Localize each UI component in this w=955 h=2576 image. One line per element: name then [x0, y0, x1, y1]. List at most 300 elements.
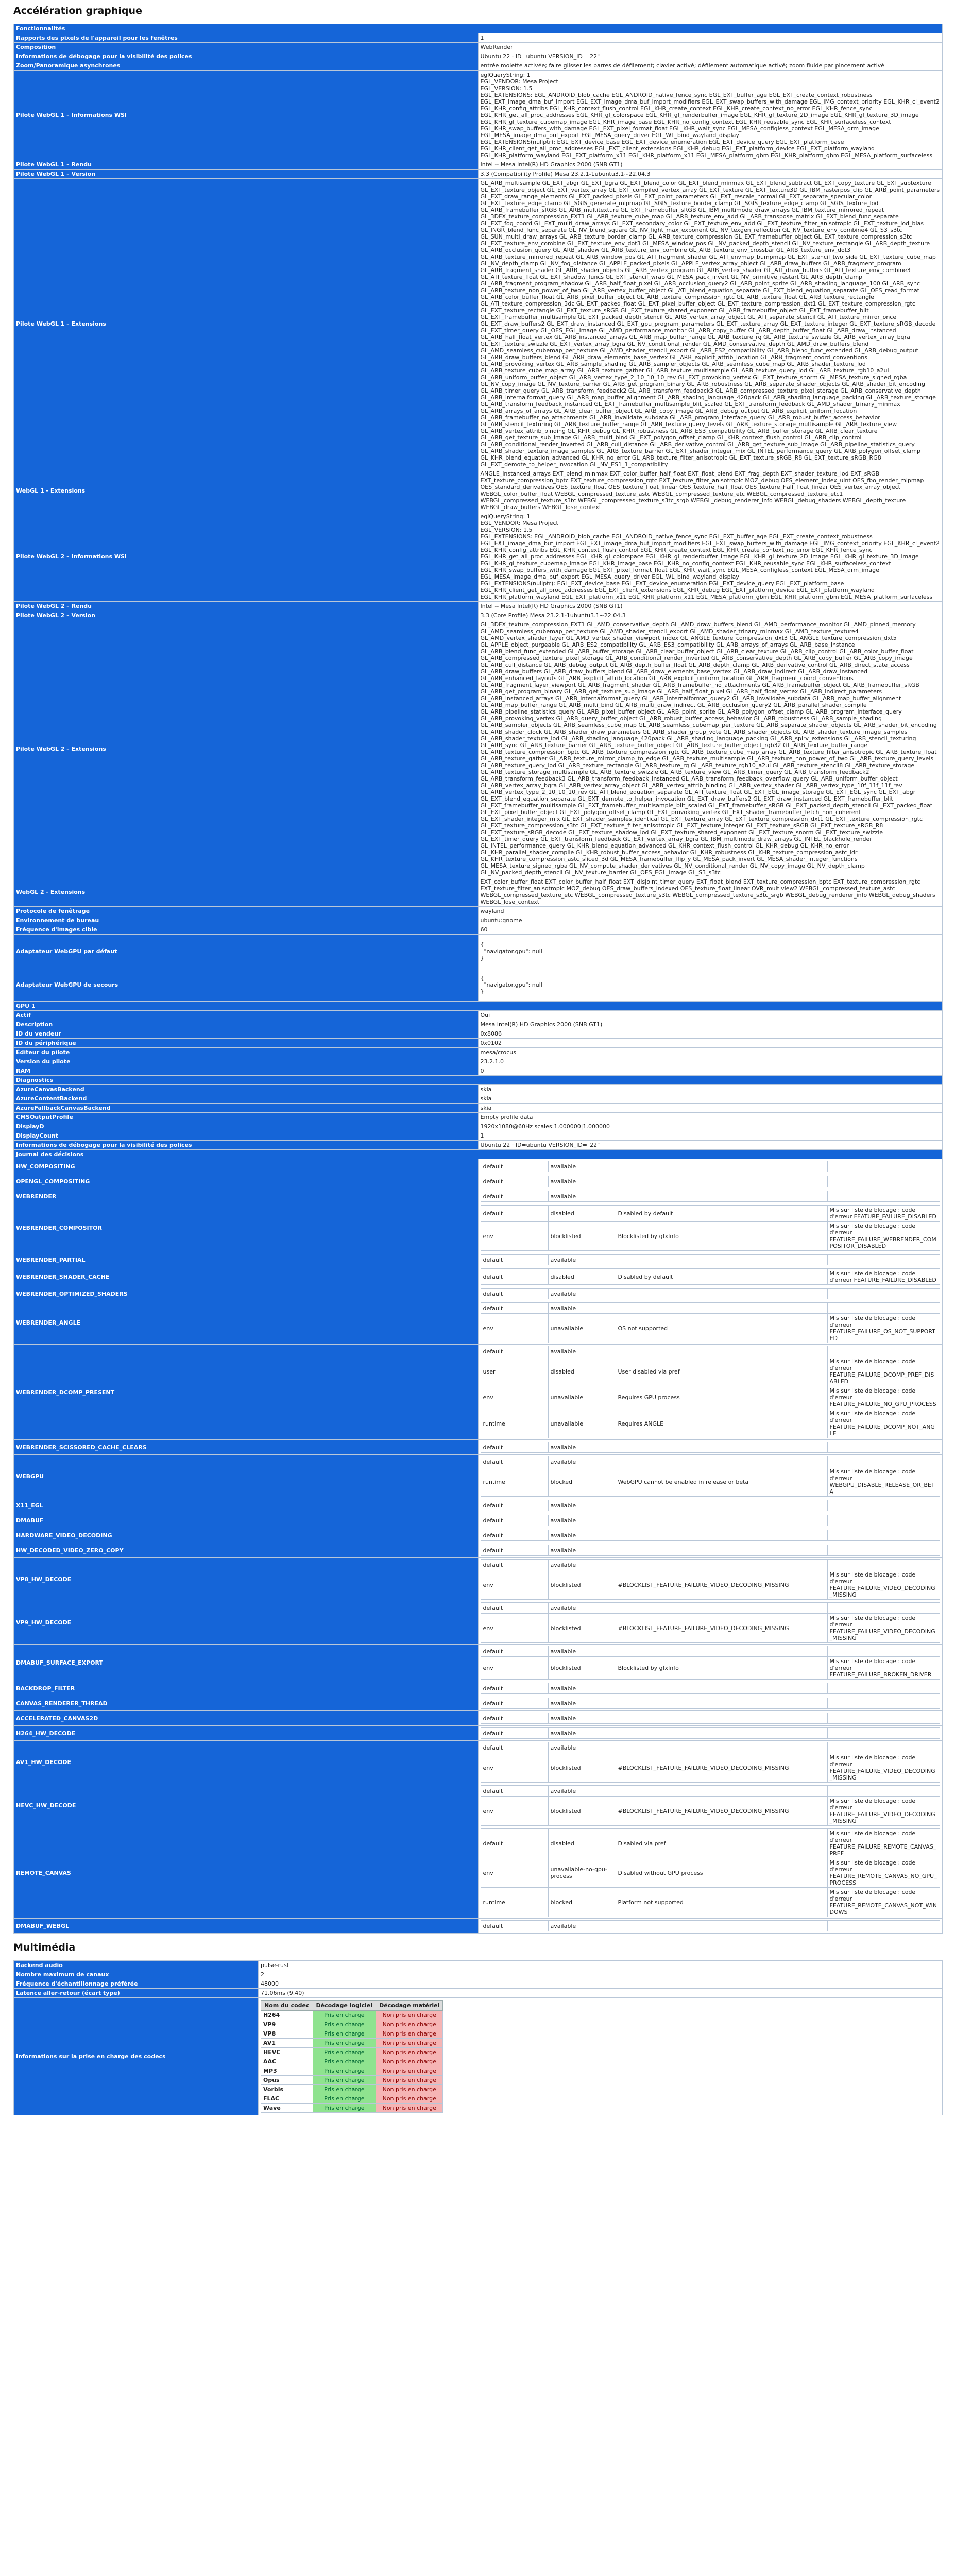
decision-flag-line: [481, 1713, 940, 1724]
decision-flags-table: [481, 1191, 941, 1202]
webgl1-wext-label: WebGL 1 - Extensions: [14, 469, 479, 512]
diagnostic-value: 1920x1080@60Hz scales:1.000000|1.000000: [478, 1122, 943, 1131]
decision-detail: [478, 1784, 943, 1827]
gpu-key: Description: [14, 1020, 479, 1029]
decision-flag-cell: [827, 1191, 940, 1202]
decision-flag-cell: Mis sur liste de blocage : code d'erreur FEATURE_FAILURE_VIDEO_DECODING_MISSING: [827, 1753, 940, 1783]
decision-flag-cell: default: [481, 1176, 548, 1187]
codec-row: [261, 2094, 443, 2104]
codec-row: [261, 2104, 443, 2113]
decision-flag-cell: Mis sur liste de blocage : code d'erreur FEATURE_FAILURE_OS_NOT_SUPPORTED: [827, 1314, 940, 1343]
decision-flag-cell: [616, 1646, 827, 1657]
decision-flag-cell: blocklisted: [548, 1614, 616, 1643]
feature-value: Ubuntu 22 · ID=ubuntu VERSION_ID="22": [478, 52, 943, 61]
decision-detail: [478, 1601, 943, 1645]
diagnostic-key: AzureContentBackend: [14, 1094, 479, 1104]
diagnostic-key: DisplayCount: [14, 1131, 479, 1141]
decision-flag-cell: [616, 1176, 827, 1187]
decision-flag-cell: Disabled by default: [616, 1269, 827, 1285]
decision-flag-line: [481, 1314, 940, 1343]
decision-flag-cell: default: [481, 1742, 548, 1753]
decision-flag-cell: available: [548, 1646, 616, 1657]
feature-key: Rapports des pixels de l'appareil pour les fenêtres: [14, 33, 479, 43]
decision-name: HW_DECODED_VIDEO_ZERO_COPY: [14, 1543, 479, 1558]
decision-flag-cell: default: [481, 1921, 548, 1931]
codec-sw-decode: Pris en charge: [313, 2085, 376, 2094]
env-key: Fréquence d'images cible: [14, 925, 479, 935]
decision-row: [14, 1440, 943, 1455]
codec-sw-decode: Pris en charge: [313, 2048, 376, 2057]
diagnostic-value: skia: [478, 1104, 943, 1113]
decision-flag-cell: [827, 1530, 940, 1541]
decision-flag-cell: available: [548, 1921, 616, 1931]
decision-row: [14, 1345, 943, 1440]
decision-flag-cell: Mis sur liste de blocage : code d'erreur FEATURE_FAILURE_DISABLED: [827, 1269, 940, 1285]
codec-sw-decode: Pris en charge: [313, 2020, 376, 2029]
diagnostic-row: [14, 1122, 943, 1131]
decision-flag-cell: [616, 1161, 827, 1172]
diagnostic-row: [14, 1113, 943, 1122]
codec-name: MP3: [261, 2066, 313, 2076]
decision-flag-cell: #BLOCKLIST_FEATURE_FAILURE_VIDEO_DECODING_MISSING: [616, 1753, 827, 1783]
decision-name: WEBRENDER_OPTIMIZED_SHADERS: [14, 1286, 479, 1301]
codec-row: [261, 2020, 443, 2029]
decision-flag-cell: available: [548, 1442, 616, 1453]
decision-detail: [478, 1455, 943, 1498]
decision-row: [14, 1498, 943, 1513]
gpu-row: [14, 1048, 943, 1057]
env-value: 60: [478, 925, 943, 935]
gpu-value: mesa/crocus: [478, 1048, 943, 1057]
decision-flag-cell: Requires GPU process: [616, 1386, 827, 1409]
features-table: [13, 24, 943, 1934]
decision-flag-cell: #BLOCKLIST_FEATURE_FAILURE_VIDEO_DECODING_MISSING: [616, 1614, 827, 1643]
decision-detail: [478, 1711, 943, 1726]
decision-row: [14, 1558, 943, 1601]
decision-detail: [478, 1543, 943, 1558]
diagnostic-row: [14, 1094, 943, 1104]
decision-row: [14, 1696, 943, 1711]
multimedia-key: Backend audio: [14, 1961, 259, 1970]
decision-flag-line: [481, 1683, 940, 1694]
decision-flag-cell: available: [548, 1603, 616, 1614]
decision-flag-cell: [827, 1560, 940, 1570]
multimedia-row: [14, 1989, 943, 1998]
codec-sw-decode: Pris en charge: [313, 2094, 376, 2104]
decision-flag-line: [481, 1646, 940, 1657]
decision-row: [14, 1601, 943, 1645]
gpu-value: Oui: [478, 1011, 943, 1020]
decision-name: CANVAS_RENDERER_THREAD: [14, 1696, 479, 1711]
multimedia-section: [13, 1960, 943, 2115]
decision-detail: [478, 1498, 943, 1513]
decision-flag-cell: [616, 1560, 827, 1570]
decision-flag-line: [481, 1728, 940, 1739]
codec-name: Vorbis: [261, 2085, 313, 2094]
decision-flag-line: [481, 1560, 940, 1570]
webgpu-default-label: Adaptateur WebGPU par défaut: [14, 935, 479, 968]
env-row: [14, 925, 943, 935]
codec-sw-decode: Pris en charge: [313, 2039, 376, 2048]
webgl2-wext-value: EXT_color_buffer_float EXT_color_buffer_half_float EXT_disjoint_timer_query EXT_float_blend EXT_texture_compression_bptc EXT_texture_compression_rgtc EXT_texture_filter_anisotropic MOZ_debug OES_draw_buffers_indexed OES_texture_float_linear OVR_multiview2 WEBGL_compressed_texture_astc WEBGL_compressed_texture_etc WEBGL_compressed_texture_s3tc WEBGL_compressed_texture_s3tc_srgb WEBGL_debug_renderer_info WEBGL_debug_shaders WEBGL_lose_context: [478, 877, 943, 907]
decision-flag-line: [481, 1467, 940, 1497]
gpu-value: 0x0102: [478, 1039, 943, 1048]
decision-flag-cell: default: [481, 1442, 548, 1453]
decision-flags-table: [481, 1515, 941, 1526]
decision-flag-cell: [616, 1442, 827, 1453]
decision-flag-cell: env: [481, 1614, 548, 1643]
decision-flags-table: [481, 1161, 941, 1172]
decision-flag-cell: disabled: [548, 1357, 616, 1386]
diagnostics-header: Diagnostics: [14, 1076, 943, 1085]
diagnostic-row: [14, 1085, 943, 1094]
decision-flag-cell: unavailable-no-gpu-process: [548, 1858, 616, 1888]
decision-flag-cell: Disabled without GPU process: [616, 1858, 827, 1888]
decision-flag-cell: available: [548, 1161, 616, 1172]
decision-flag-cell: [827, 1646, 940, 1657]
codec-hw-decode: Non pris en charge: [376, 2029, 443, 2039]
decision-flag-cell: Mis sur liste de blocage : code d'erreur WEBGPU_DISABLE_RELEASE_OR_BETA: [827, 1467, 940, 1497]
decision-detail: [478, 1681, 943, 1696]
gpu-value: 0x8086: [478, 1029, 943, 1039]
decision-flag-line: [481, 1222, 940, 1251]
decision-flag-cell: env: [481, 1753, 548, 1783]
decision-name: WEBRENDER_SHADER_CACHE: [14, 1267, 479, 1286]
webgl1-wsi-label: Pilote WebGL 1 – Informations WSI: [14, 71, 479, 160]
webgl2-wsi-label: Pilote WebGL 2 – Informations WSI: [14, 512, 479, 602]
decision-flag-cell: available: [548, 1683, 616, 1694]
diagnostic-row: [14, 1104, 943, 1113]
decision-name: WEBRENDER_SCISSORED_CACHE_CLEARS: [14, 1440, 479, 1455]
decision-flag-cell: [827, 1289, 940, 1299]
codec-sw-decode: Pris en charge: [313, 2076, 376, 2085]
decision-flag-cell: default: [481, 1161, 548, 1172]
decision-detail: [478, 1159, 943, 1174]
codec-name: VP8: [261, 2029, 313, 2039]
decision-flag-cell: default: [481, 1303, 548, 1314]
decision-flag-cell: [616, 1303, 827, 1314]
decision-row: [14, 1455, 943, 1498]
decision-row: [14, 1681, 943, 1696]
decision-flag-cell: [616, 1786, 827, 1797]
decision-flags-table: [481, 1785, 941, 1826]
decision-flag-cell: [827, 1713, 940, 1724]
decision-flag-cell: runtime: [481, 1888, 548, 1917]
decision-flag-cell: available: [548, 1346, 616, 1357]
decision-flag-cell: env: [481, 1314, 548, 1343]
decision-flag-cell: env: [481, 1386, 548, 1409]
diagnostic-value: skia: [478, 1094, 943, 1104]
diagnostic-key: AzureCanvasBackend: [14, 1085, 479, 1094]
decision-flag-cell: OS not supported: [616, 1314, 827, 1343]
diagnostic-row: [14, 1131, 943, 1141]
decision-flag-cell: available: [548, 1713, 616, 1724]
decision-flag-cell: Mis sur liste de blocage : code d'erreur FEATURE_FAILURE_VIDEO_DECODING_MISSING: [827, 1570, 940, 1600]
decisions-header: Journal des décisions: [14, 1150, 943, 1159]
decision-flag-cell: default: [481, 1515, 548, 1526]
decision-name: H264_HW_DECODE: [14, 1726, 479, 1741]
decision-row: [14, 1784, 943, 1827]
decision-row: [14, 1645, 943, 1681]
decision-detail: [478, 1267, 943, 1286]
multimedia-row: [14, 1979, 943, 1989]
codec-name: HEVC: [261, 2048, 313, 2057]
codec-sw-decode: Pris en charge: [313, 2104, 376, 2113]
multimedia-value: pulse-rust: [259, 1961, 943, 1970]
decision-flag-cell: blocklisted: [548, 1222, 616, 1251]
feature-value: entrée molette activée; faire glisser les barres de défilement; clavier activé; défilement automatique activé; zoom fluide par pincement activé: [478, 61, 943, 71]
decision-row: [14, 1543, 943, 1558]
webgl2-ext-label: Pilote WebGL 2 – Extensions: [14, 620, 479, 877]
codec-name: Wave: [261, 2104, 313, 2113]
codec-sw-decode: Pris en charge: [313, 2066, 376, 2076]
codec-name: Opus: [261, 2076, 313, 2085]
decision-flag-cell: [616, 1515, 827, 1526]
decision-flag-line: [481, 1530, 940, 1541]
diagnostic-key: DisplayD: [14, 1122, 479, 1131]
decision-flags-table: [481, 1742, 941, 1783]
decision-flag-line: [481, 1858, 940, 1888]
webgl2-version-label: Pilote WebGL 2 – Version: [14, 611, 479, 620]
decision-detail: [478, 1189, 943, 1204]
decision-flag-line: [481, 1888, 940, 1917]
decision-detail: [478, 1513, 943, 1528]
decision-flag-cell: Mis sur liste de blocage : code d'erreur FEATURE_FAILURE_DISABLED: [827, 1206, 940, 1222]
multimedia-table: [13, 1960, 943, 2115]
decision-flag-cell: Mis sur liste de blocage : code d'erreur FEATURE_FAILURE_BROKEN_DRIVER: [827, 1657, 940, 1680]
decision-flag-cell: blocklisted: [548, 1753, 616, 1783]
decision-flag-cell: disabled: [548, 1206, 616, 1222]
decision-flag-cell: Mis sur liste de blocage : code d'erreur FEATURE_FAILURE_REMOTE_CANVAS_PREF: [827, 1829, 940, 1858]
gpu-key: ID du vendeur: [14, 1029, 479, 1039]
decision-flag-cell: [616, 1713, 827, 1724]
decision-flag-cell: [616, 1255, 827, 1265]
decision-flag-cell: [616, 1346, 827, 1357]
decision-flag-cell: Mis sur liste de blocage : code d'erreur FEATURE_FAILURE_VIDEO_DECODING_MISSING: [827, 1797, 940, 1826]
decision-detail: [478, 1741, 943, 1784]
decision-flags-table: [481, 1646, 941, 1680]
decision-flag-line: [481, 1161, 940, 1172]
decision-flag-cell: blocklisted: [548, 1570, 616, 1600]
decision-flag-line: [481, 1786, 940, 1797]
decision-flag-cell: Disabled via pref: [616, 1829, 827, 1858]
decision-flag-cell: [827, 1176, 940, 1187]
gpu-key: RAM: [14, 1066, 479, 1076]
decision-flag-cell: available: [548, 1456, 616, 1467]
feature-row: [14, 52, 943, 61]
decision-flag-cell: disabled: [548, 1829, 616, 1858]
decision-flag-cell: default: [481, 1603, 548, 1614]
codec-row: [261, 2076, 443, 2085]
decision-name: HARDWARE_VIDEO_DECODING: [14, 1528, 479, 1543]
codec-row: [261, 2066, 443, 2076]
decision-flag-cell: Mis sur liste de blocage : code d'erreur FEATURE_REMOTE_CANVAS_NOT_WINDOWS: [827, 1888, 940, 1917]
decision-row: [14, 1267, 943, 1286]
graphics-title: Accélération graphique: [13, 5, 142, 16]
decision-flag-cell: env: [481, 1858, 548, 1888]
codec-name: AAC: [261, 2057, 313, 2066]
decision-flag-line: [481, 1698, 940, 1709]
gpu-row: [14, 1020, 943, 1029]
decision-flag-cell: [827, 1921, 940, 1931]
decision-flag-cell: [616, 1545, 827, 1556]
decision-flag-cell: blocklisted: [548, 1797, 616, 1826]
decision-flags-table: [481, 1176, 941, 1187]
decision-flags-table: [481, 1500, 941, 1511]
decision-flag-cell: Mis sur liste de blocage : code d'erreur FEATURE_FAILURE_VIDEO_DECODING_MISSING: [827, 1614, 940, 1643]
decision-flag-cell: default: [481, 1289, 548, 1299]
decision-flag-line: [481, 1191, 940, 1202]
decision-flag-cell: user: [481, 1357, 548, 1386]
codec-hw-decode: Non pris en charge: [376, 2011, 443, 2020]
codec-sw-decode: Pris en charge: [313, 2029, 376, 2039]
decision-flags-table: [481, 1683, 941, 1694]
decision-flag-cell: available: [548, 1176, 616, 1187]
decision-flag-cell: available: [548, 1545, 616, 1556]
webgl1-renderer-value: Intel -- Mesa Intel(R) HD Graphics 2000 (SNB GT1): [478, 160, 943, 170]
codec-hw-decode: Non pris en charge: [376, 2104, 443, 2113]
decision-flag-cell: available: [548, 1786, 616, 1797]
env-value: wayland: [478, 907, 943, 916]
decision-name: VP8_HW_DECODE: [14, 1558, 479, 1601]
diagnostic-key: Informations de débogage pour la visibilité des polices: [14, 1141, 479, 1150]
webgl1-wext-value: ANGLE_instanced_arrays EXT_blend_minmax EXT_color_buffer_half_float EXT_float_blend EXT_frag_depth EXT_shader_texture_lod EXT_sRGB EXT_texture_compression_bptc EXT_texture_compression_rgtc EXT_texture_filter_anisotropic MOZ_debug OES_element_index_uint OES_fbo_render_mipmap OES_standard_derivatives OES_texture_float OES_texture_float_linear OES_texture_half_float OES_texture_half_float_linear OES_vertex_array_object WEBGL_color_buffer_float WEBGL_compressed_texture_astc WEBGL_compressed_texture_etc WEBGL_compressed_texture_etc1 WEBGL_compressed_texture_s3tc WEBGL_compressed_texture_s3tc_srgb WEBGL_debug_renderer_info WEBGL_debug_shaders WEBGL_depth_texture WEBGL_draw_buffers WEBGL_lose_context: [478, 469, 943, 512]
decision-flag-cell: [616, 1698, 827, 1709]
codec-hw-decode: Non pris en charge: [376, 2048, 443, 2057]
decision-flag-cell: Disabled by default: [616, 1206, 827, 1222]
decision-flag-line: [481, 1614, 940, 1643]
decision-row: [14, 1513, 943, 1528]
decision-flags-table: [481, 1698, 941, 1709]
feature-value: 1: [478, 33, 943, 43]
decision-flags-table: [481, 1559, 941, 1600]
decision-flag-cell: [827, 1742, 940, 1753]
webgl1-version-label: Pilote WebGL 1 – Version: [14, 170, 479, 179]
decision-flag-cell: runtime: [481, 1467, 548, 1497]
feature-row: [14, 33, 943, 43]
decision-flag-cell: default: [481, 1786, 548, 1797]
decision-name: AV1_HW_DECODE: [14, 1741, 479, 1784]
webgl2-ext-value: GL_3DFX_texture_compression_FXT1 GL_AMD_conservative_depth GL_AMD_draw_buffers_blend GL_AMD_performance_monitor GL_AMD_pinned_memory GL_AMD_seamless_cubemap_per_texture GL_AMD_shader_stencil_export GL_AMD_shader_trinary_minmax GL_AMD_texture_texture4 GL_AMD_vertex_shader_layer GL_AMD_vertex_shader_viewport_index GL_ANGLE_texture_compression_dxt3 GL_ANGLE_texture_compression_dxt5 GL_APPLE_object_purgeable GL_ARB_ES2_compatibility GL_ARB_ES3_compatibility GL_ARB_arrays_of_arrays GL_ARB_base_instance GL_ARB_blend_func_extended GL_ARB_buffer_storage GL_ARB_clear_buffer_object GL_ARB_clear_texture GL_ARB_clip_control GL_ARB_color_buffer_float GL_ARB_compressed_texture_pixel_storage GL_ARB_conditional_render_inverted GL_ARB_conservative_depth GL_ARB_copy_buffer GL_ARB_copy_image GL_ARB_cull_distance GL_ARB_debug_output GL_ARB_depth_buffer_float GL_ARB_depth_clamp GL_ARB_derivative_control GL_ARB_direct_state_access GL_ARB_draw_buffers GL_ARB_draw_buffers_blend GL_ARB_draw_elements_base_vertex GL_ARB_draw_indirect GL_ARB_draw_instanced GL_ARB_enhanced_layouts GL_ARB_explicit_attrib_location GL_ARB_explicit_uniform_location GL_ARB_fragment_coord_conventions GL_ARB_fragment_layer_viewport GL_ARB_fragment_shader GL_ARB_framebuffer_no_attachments GL_ARB_framebuffer_object GL_ARB_framebuffer_sRGB GL_ARB_get_program_binary GL_ARB_get_texture_sub_image GL_ARB_half_float_pixel GL_ARB_half_float_vertex GL_ARB_indirect_parameters GL_ARB_instanced_arrays GL_ARB_internalformat_query GL_ARB_internalformat_query2 GL_ARB_invalidate_subdata GL_ARB_map_buffer_alignment GL_ARB_map_buffer_range GL_ARB_multi_bind GL_ARB_multi_draw_indirect GL_ARB_occlusion_query2 GL_ARB_parallel_shader_compile GL_ARB_pipeline_statistics_query GL_ARB_pixel_buffer_object GL_ARB_point_sprite GL_ARB_polygon_offset_clamp GL_ARB_program_interface_query GL_ARB_provoking_vertex GL_ARB_query_buffer_object GL_ARB_robust_buffer_access_behavior GL_ARB_robustness GL_ARB_sample_shading GL_ARB_sampler_objects GL_ARB_seamless_cube_map GL_ARB_seamless_cubemap_per_texture GL_ARB_separate_shader_objects GL_ARB_shader_bit_encoding GL_ARB_shader_clock GL_ARB_shader_draw_parameters GL_ARB_shader_group_vote GL_ARB_shader_objects GL_ARB_shader_texture_image_samples GL_ARB_shader_texture_lod GL_ARB_shading_language_420pack GL_ARB_shading_language_packing GL_ARB_spirv_extensions GL_ARB_stencil_texturing GL_ARB_sync GL_ARB_texture_barrier GL_ARB_texture_buffer_object GL_ARB_texture_buffer_object_rgb32 GL_ARB_texture_buffer_range GL_ARB_texture_compression_bptc GL_ARB_texture_compression_rgtc GL_ARB_texture_cube_map_array GL_ARB_texture_filter_anisotropic GL_ARB_texture_float GL_ARB_texture_gather GL_ARB_texture_mirror_clamp_to_edge GL_ARB_texture_multisample GL_ARB_texture_non_power_of_two GL_ARB_texture_query_levels GL_ARB_texture_query_lod GL_ARB_texture_rectangle GL_ARB_texture_rg GL_ARB_texture_rgb10_a2ui GL_ARB_texture_stencil8 GL_ARB_texture_storage GL_ARB_texture_storage_multisample GL_ARB_texture_swizzle GL_ARB_texture_view GL_ARB_timer_query GL_ARB_transform_feedback2 GL_ARB_transform_feedback3 GL_ARB_transform_feedback_instanced GL_ARB_transform_feedback_overflow_query GL_ARB_uniform_buffer_object GL_ARB_vertex_array_bgra GL_ARB_vertex_array_object GL_ARB_vertex_attrib_binding GL_ARB_vertex_shader GL_ARB_vertex_type_10f_11f_11f_rev GL_ARB_vertex_type_2_10_10_10_rev GL_ATI_blend_equation_separate GL_ATI_texture_float GL_EXT_EGL_image_storage GL_EXT_EGL_sync GL_EXT_abgr GL_EXT_blend_equation_separate GL_EXT_demote_to_helper_invocation GL_EXT_draw_buffers2 GL_EXT_draw_instanced GL_EXT_framebuffer_blit GL_EXT_framebuffer_multisample GL_EXT_framebuffer_multisample_blit_scaled GL_EXT_framebuffer_sRGB GL_EXT_packed_depth_stencil GL_EXT_packed_float GL_EXT_pixel_buffer_object GL_EXT_polygon_offset_clamp GL_EXT_provoking_vertex GL_EXT_shader_framebuffer_fetch_non_coherent GL_EXT_shader_integer_mix GL_EXT_shader_samples_identical GL_EXT_texture_array GL_EXT_texture_compression_dxt1 GL_EXT_texture_compression_rgtc GL_EXT_texture_compression_s3tc GL_EXT_texture_filter_anisotropic GL_EXT_texture_integer GL_EXT_texture_sRGB GL_EXT_texture_sRGB_R8 GL_EXT_texture_sRGB_decode GL_EXT_texture_shadow_lod GL_EXT_texture_shared_exponent GL_EXT_texture_snorm GL_EXT_texture_swizzle GL_EXT_timer_query GL_EXT_transform_feedback GL_EXT_vertex_array_bgra GL_IBM_multimode_draw_arrays GL_INTEL_blackhole_render GL_INTEL_performance_query GL_KHR_blend_equation_advanced GL_KHR_context_flush_control GL_KHR_debug GL_KHR_no_error GL_KHR_parallel_shader_compile GL_KHR_robust_buffer_access_behavior GL_KHR_robustness GL_KHR_texture_compression_astc_ldr GL_KHR_texture_compression_astc_sliced_3d GL_MESA_framebuffer_flip_y GL_MESA_pack_invert GL_MESA_shader_integer_functions GL_MESA_texture_signed_rgba GL_NV_compute_shader_derivatives GL_NV_conditional_render GL_NV_copy_image GL_NV_depth_clamp GL_NV_packed_depth_stencil GL_NV_texture_barrier GL_OES_EGL_image GL_S3_s3tc: [478, 620, 943, 877]
decision-flags-table: [481, 1530, 941, 1541]
decision-flag-cell: [616, 1530, 827, 1541]
decision-flags-table: [481, 1205, 941, 1251]
decision-flag-cell: [616, 1500, 827, 1511]
decision-name: WEBGPU: [14, 1455, 479, 1498]
decision-flag-cell: [827, 1515, 940, 1526]
webgl2-wext-label: WebGL 2 - Extensions: [14, 877, 479, 907]
decision-flag-cell: [827, 1456, 940, 1467]
gpu-row: [14, 1039, 943, 1048]
decision-flag-line: [481, 1657, 940, 1680]
decision-name: DMABUF_WEBGL: [14, 1919, 479, 1934]
decision-flag-line: [481, 1176, 940, 1187]
webgl1-wsi-value: eglQueryString: 1 EGL_VENDOR: Mesa Project EGL_VERSION: 1.5 EGL_EXTENSIONS: EGL_ANDROID_blob_cache EGL_ANDROID_native_fence_sync EGL_EXT_buffer_age EGL_EXT_create_context_robustness EGL_EXT_image_dma_buf_import EGL_EXT_image_dma_buf_import_modifiers EGL_EXT_swap_buffers_with_damage EGL_IMG_context_priority EGL_KHR_cl_event2 EGL_KHR_config_attribs EGL_KHR_context_flush_control EGL_KHR_create_context EGL_KHR_create_context_no_error EGL_KHR_fence_sync EGL_KHR_get_all_proc_addresses EGL_KHR_gl_colorspace EGL_KHR_gl_renderbuffer_image EGL_KHR_gl_texture_2D_image EGL_KHR_gl_texture_3D_image EGL_KHR_gl_texture_cubemap_image EGL_KHR_image_base EGL_KHR_no_config_context EGL_KHR_reusable_sync EGL_KHR_surfaceless_context EGL_KHR_swap_buffers_with_damage EGL_EXT_pixel_format_float EGL_KHR_wait_sync EGL_MESA_configless_context EGL_MESA_drm_image EGL_MESA_image_dma_buf_export EGL_MESA_query_driver EGL_WL_bind_wayland_display EGL_EXTENSIONS(nullptr): EGL_EXT_device_base EGL_EXT_device_enumeration EGL_EXT_device_query EGL_EXT_platform_base EGL_KHR_client_get_all_proc_addresses EGL_EXT_client_extensions EGL_KHR_debug EGL_EXT_platform_device EGL_EXT_platform_wayland EGL_KHR_platform_wayland EGL_EXT_platform_x11 EGL_KHR_platform_x11 EGL_MESA_platform_gbm EGL_KHR_platform_gbm EGL_MESA_platform_surfaceless: [480, 72, 940, 159]
decision-flag-cell: [616, 1456, 827, 1467]
decision-flag-cell: available: [548, 1191, 616, 1202]
decision-flags-table: [481, 1713, 941, 1724]
codec-name: AV1: [261, 2039, 313, 2048]
codec-hw-decode: Non pris en charge: [376, 2076, 443, 2085]
decision-name: X11_EGL: [14, 1498, 479, 1513]
multimedia-key: Latence aller-retour (écart type): [14, 1989, 259, 1998]
decision-flag-line: [481, 1289, 940, 1299]
decision-flag-cell: available: [548, 1728, 616, 1739]
decision-flag-cell: available: [548, 1560, 616, 1570]
decision-flag-cell: WebGPU cannot be enabled in release or beta: [616, 1467, 827, 1497]
decision-flags-table: [481, 1254, 941, 1265]
decision-flag-cell: [827, 1255, 940, 1265]
diagnostic-row: [14, 1141, 943, 1150]
webgpu-fallback-value: { "navigator.gpu": null }: [480, 974, 542, 995]
decision-flags-table: [481, 1828, 941, 1917]
gpu-key: ID du périphérique: [14, 1039, 479, 1048]
decision-flag-cell: Mis sur liste de blocage : code d'erreur FEATURE_FAILURE_DCOMP_PREF_DISABLED: [827, 1357, 940, 1386]
gpu-value: 0: [478, 1066, 943, 1076]
decision-flag-cell: blocked: [548, 1467, 616, 1497]
decision-flag-line: [481, 1269, 940, 1285]
decision-detail: [478, 1827, 943, 1919]
decision-flag-cell: default: [481, 1530, 548, 1541]
feature-row: [14, 61, 943, 71]
decision-row: [14, 1252, 943, 1267]
decision-flag-cell: Mis sur liste de blocage : code d'erreur FEATURE_FAILURE_DCOMP_NOT_ANGLE: [827, 1409, 940, 1438]
decision-flag-cell: [616, 1289, 827, 1299]
codec-row: [261, 2011, 443, 2020]
decision-detail: [478, 1696, 943, 1711]
decision-flag-line: [481, 1742, 940, 1753]
decision-row: [14, 1159, 943, 1174]
codec-row: [261, 2057, 443, 2066]
decision-detail: [478, 1919, 943, 1934]
decision-flags-table: [481, 1545, 941, 1556]
codec-table: [261, 2000, 443, 2113]
decision-flag-cell: Platform not supported: [616, 1888, 827, 1917]
decision-detail: [478, 1174, 943, 1189]
decision-flag-cell: available: [548, 1530, 616, 1541]
decision-flag-line: [481, 1206, 940, 1222]
graphics-section: [13, 24, 943, 1934]
multimedia-value: 2: [259, 1970, 943, 1979]
decision-flag-line: [481, 1357, 940, 1386]
decision-flag-cell: default: [481, 1255, 548, 1265]
decision-flag-cell: default: [481, 1713, 548, 1724]
decision-flag-cell: [616, 1191, 827, 1202]
decision-flag-cell: default: [481, 1829, 548, 1858]
decision-flag-cell: available: [548, 1515, 616, 1526]
decision-row: [14, 1711, 943, 1726]
decision-flag-cell: blocklisted: [548, 1657, 616, 1680]
diagnostic-value: 1: [478, 1131, 943, 1141]
webgl1-version-value: 3.3 (Compatibility Profile) Mesa 23.2.1-1ubuntu3.1~22.04.3: [478, 170, 943, 179]
feature-value: WebRender: [478, 43, 943, 52]
decision-flag-cell: [827, 1728, 940, 1739]
decision-flag-cell: [616, 1683, 827, 1694]
decision-flag-cell: env: [481, 1570, 548, 1600]
webgl1-ext-label: Pilote WebGL 1 – Extensions: [14, 179, 479, 469]
decision-name: WEBRENDER_ANGLE: [14, 1301, 479, 1345]
diagnostic-value: skia: [478, 1085, 943, 1094]
webgl2-version-value: 3.3 (Core Profile) Mesa 23.2.1-1ubuntu3.1~22.04.3: [478, 611, 943, 620]
env-row: [14, 916, 943, 925]
decision-flag-cell: runtime: [481, 1409, 548, 1438]
feature-key: Composition: [14, 43, 479, 52]
feature-row: [14, 43, 943, 52]
decision-flag-cell: env: [481, 1657, 548, 1680]
decision-flags-table: [481, 1456, 941, 1497]
gpu-row: [14, 1066, 943, 1076]
decision-detail: [478, 1286, 943, 1301]
